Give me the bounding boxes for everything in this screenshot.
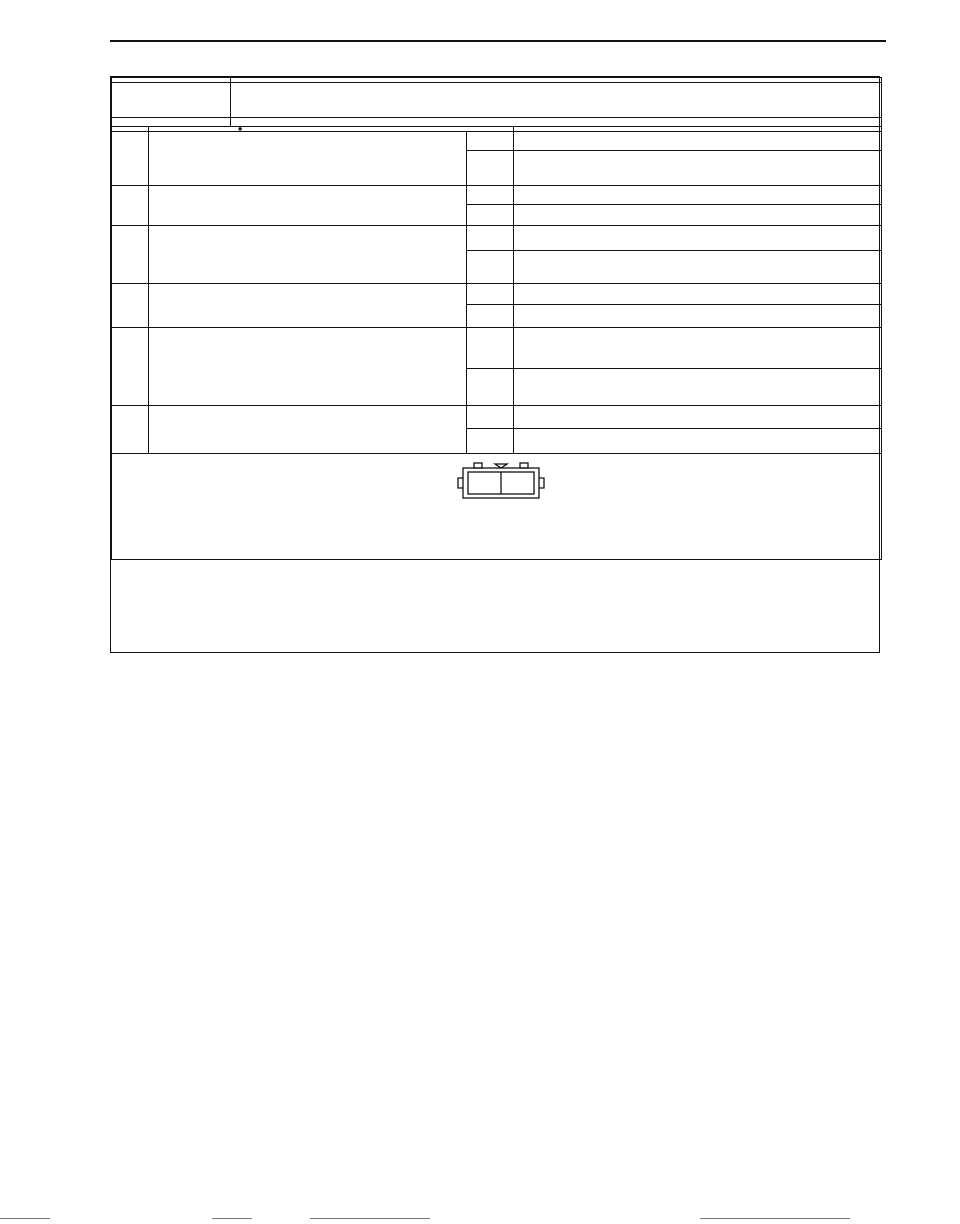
- no-action: [514, 205, 882, 226]
- yes-action: [514, 132, 882, 151]
- detection-condition-text: [231, 83, 882, 118]
- no-action: [514, 251, 882, 284]
- connector-diagram: [112, 454, 881, 559]
- dtc-p0325-block: [110, 76, 880, 653]
- no-label: [467, 305, 514, 328]
- footer-rule: [700, 1218, 850, 1219]
- footer-rule: [0, 1218, 50, 1219]
- yes-action: [514, 328, 882, 369]
- connector-icon: [112, 454, 882, 514]
- step-number: [112, 328, 149, 406]
- step-number: [112, 406, 149, 454]
- no-label: [467, 151, 514, 186]
- yes-label: [467, 284, 514, 305]
- title-divider: [110, 40, 886, 42]
- yes-action: [514, 284, 882, 305]
- step-row: [112, 186, 882, 205]
- yes-action: [514, 406, 882, 429]
- step-number: [112, 132, 149, 186]
- dtc1-table: [111, 77, 882, 560]
- yes-label: [467, 328, 514, 369]
- step-inspection: [149, 406, 467, 454]
- possible-cause-label: [112, 118, 231, 127]
- yes-label: [467, 132, 514, 151]
- step-row: [112, 406, 882, 429]
- step-inspection: [149, 226, 467, 284]
- connector-diagram-cell: [112, 454, 882, 560]
- no-action: [514, 369, 882, 406]
- no-action: [514, 429, 882, 454]
- yes-label: [467, 406, 514, 429]
- step-number: [112, 284, 149, 328]
- no-label: [467, 369, 514, 406]
- no-label: [467, 205, 514, 226]
- yes-label: [467, 186, 514, 205]
- yes-action: [514, 186, 882, 205]
- step-inspection: [149, 132, 467, 186]
- no-label: [467, 251, 514, 284]
- step-inspection: [149, 186, 467, 226]
- step-row: [112, 328, 882, 369]
- footer-rule: [212, 1218, 252, 1219]
- detection-condition-label: [112, 83, 231, 118]
- step-row: [112, 132, 882, 151]
- step-inspection: [149, 284, 467, 328]
- step-row: [112, 226, 882, 251]
- no-action: [514, 151, 882, 186]
- footer-rule: [310, 1218, 430, 1219]
- no-action: [514, 305, 882, 328]
- yes-label: [467, 226, 514, 251]
- step-number: [112, 226, 149, 284]
- step-number: [112, 186, 149, 226]
- yes-action: [514, 226, 882, 251]
- step-row: [112, 284, 882, 305]
- no-label: [467, 429, 514, 454]
- step-inspection: [149, 328, 467, 406]
- possible-cause-list: [231, 118, 882, 127]
